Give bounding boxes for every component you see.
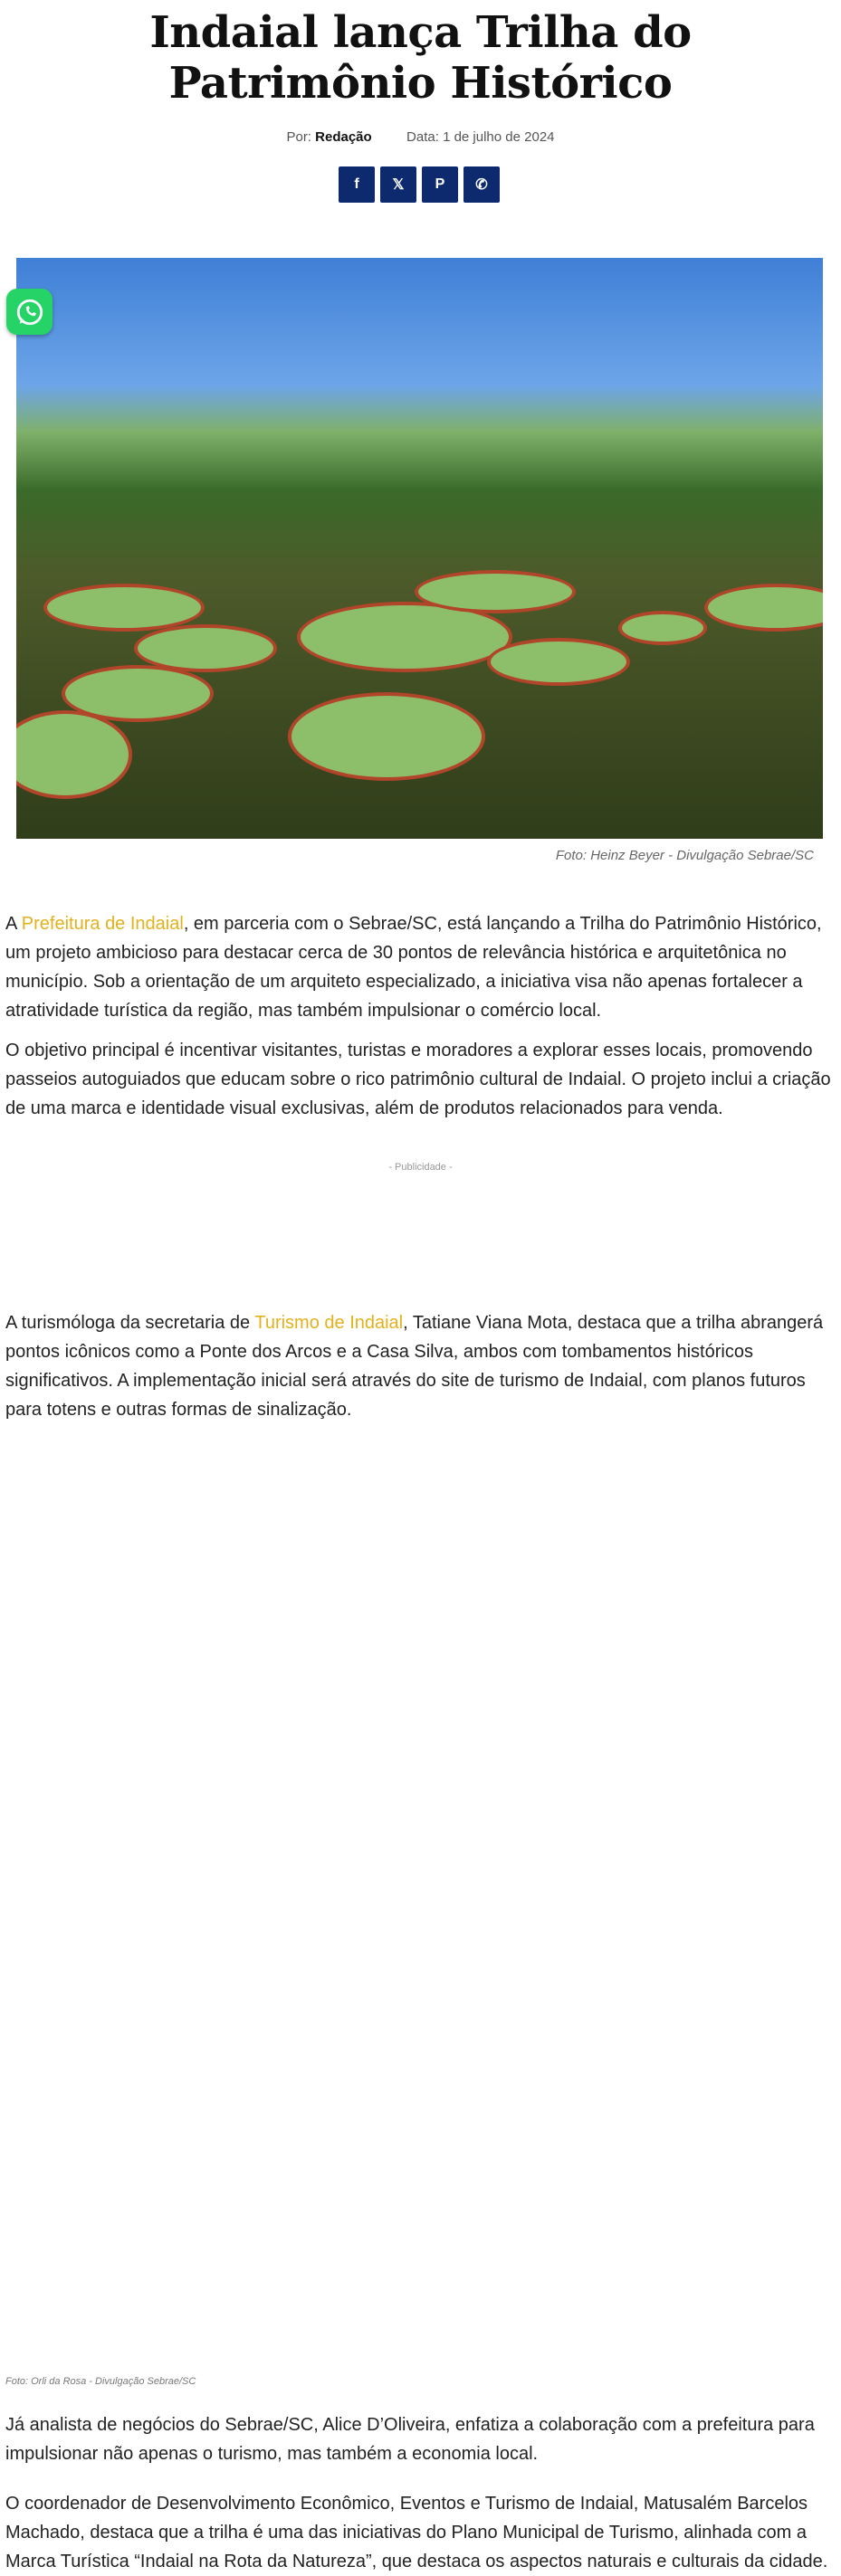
share-x-button[interactable] — [380, 166, 416, 203]
paragraph-1: A Prefeitura de Indaial, em parceria com o Sebrae/SC, está lançando a Trilha do Patrimônio Histórico, um projeto ambicioso para destacar cerca de 30 pontos de relevância histórica e arquitetônica no município. Sob a orientação de um arquiteto especializado, a iniciativa visa não apenas fortalecer a atratividade turística da região, mas também impulsionar o comércio local. — [5, 914, 822, 1021]
paragraph-3: A turismóloga da secretaria de Turismo de Indaial, Tatiane Viana Mota, destaca que a trilha abrangerá pontos icônicos como a Ponte dos Arcos e a Casa Silva, ambos com tombamentos históricos significativos. A implementação inicial será através do site de turismo de Indaial, com planos futuros para totens e outras formas de sinalização. — [5, 1313, 824, 1420]
share-whatsapp-button[interactable] — [464, 166, 500, 203]
share-pinterest-button[interactable] — [422, 166, 458, 203]
turismo-link[interactable]: Turismo de Indaial — [254, 1313, 404, 1333]
whatsapp-icon — [14, 297, 45, 328]
photo-caption: Foto: Heinz Beyer - Divulgação Sebrae/SC — [555, 848, 814, 863]
ad-label: - Publicidade - — [388, 1162, 453, 1173]
author-link[interactable]: Redação — [315, 129, 372, 145]
whatsapp-icon: ✆ — [475, 177, 488, 193]
author-label: Por: — [286, 129, 311, 145]
x-icon: 𝕏 — [392, 177, 405, 193]
date-label: Data: — [406, 129, 439, 145]
article-title: Indaial lança Trilha do Patrimônio Histórico — [149, 7, 692, 109]
paragraph-2: O objetivo principal é incentivar visitantes, turistas e moradores a explorar esses locais, promovendo passeios autoguiados que educam sobre o rico patrimônio cultural de Indaial. O projeto inclui a criação de uma marca e identidade visual exclusivas, além de produtos relacionados para venda. — [5, 1041, 831, 1118]
photo2-caption: Foto: Orli da Rosa - Divulgação Sebrae/SC — [5, 2376, 196, 2387]
pinterest-icon: P — [435, 176, 445, 192]
featured-image — [16, 258, 823, 839]
facebook-icon: f — [354, 176, 359, 192]
whatsapp-float-button[interactable] — [6, 289, 53, 335]
prefeitura-link[interactable]: Prefeitura de Indaial — [21, 914, 184, 934]
share-buttons — [339, 166, 500, 203]
date-value: 1 de julho de 2024 — [443, 129, 555, 145]
article-meta — [0, 129, 841, 145]
paragraph-4: Já analista de negócios do Sebrae/SC, Alice D’Oliveira, enfatiza a colaboração com a prefeitura para impulsionar não apenas o turismo, mas também a economia local. — [5, 2415, 815, 2464]
paragraph-5: O coordenador de Desenvolvimento Econômico, Eventos e Turismo de Indaial, Matusalém Barcelos Machado, destaca que a trilha é uma das iniciativas do Plano Municipal de Turismo, alinhada com a Marca Turística “Indaial na Rota da Natureza”, que destaca os aspectos naturais e culturais da cidade. — [5, 2494, 828, 2571]
share-facebook-button[interactable] — [339, 166, 375, 203]
